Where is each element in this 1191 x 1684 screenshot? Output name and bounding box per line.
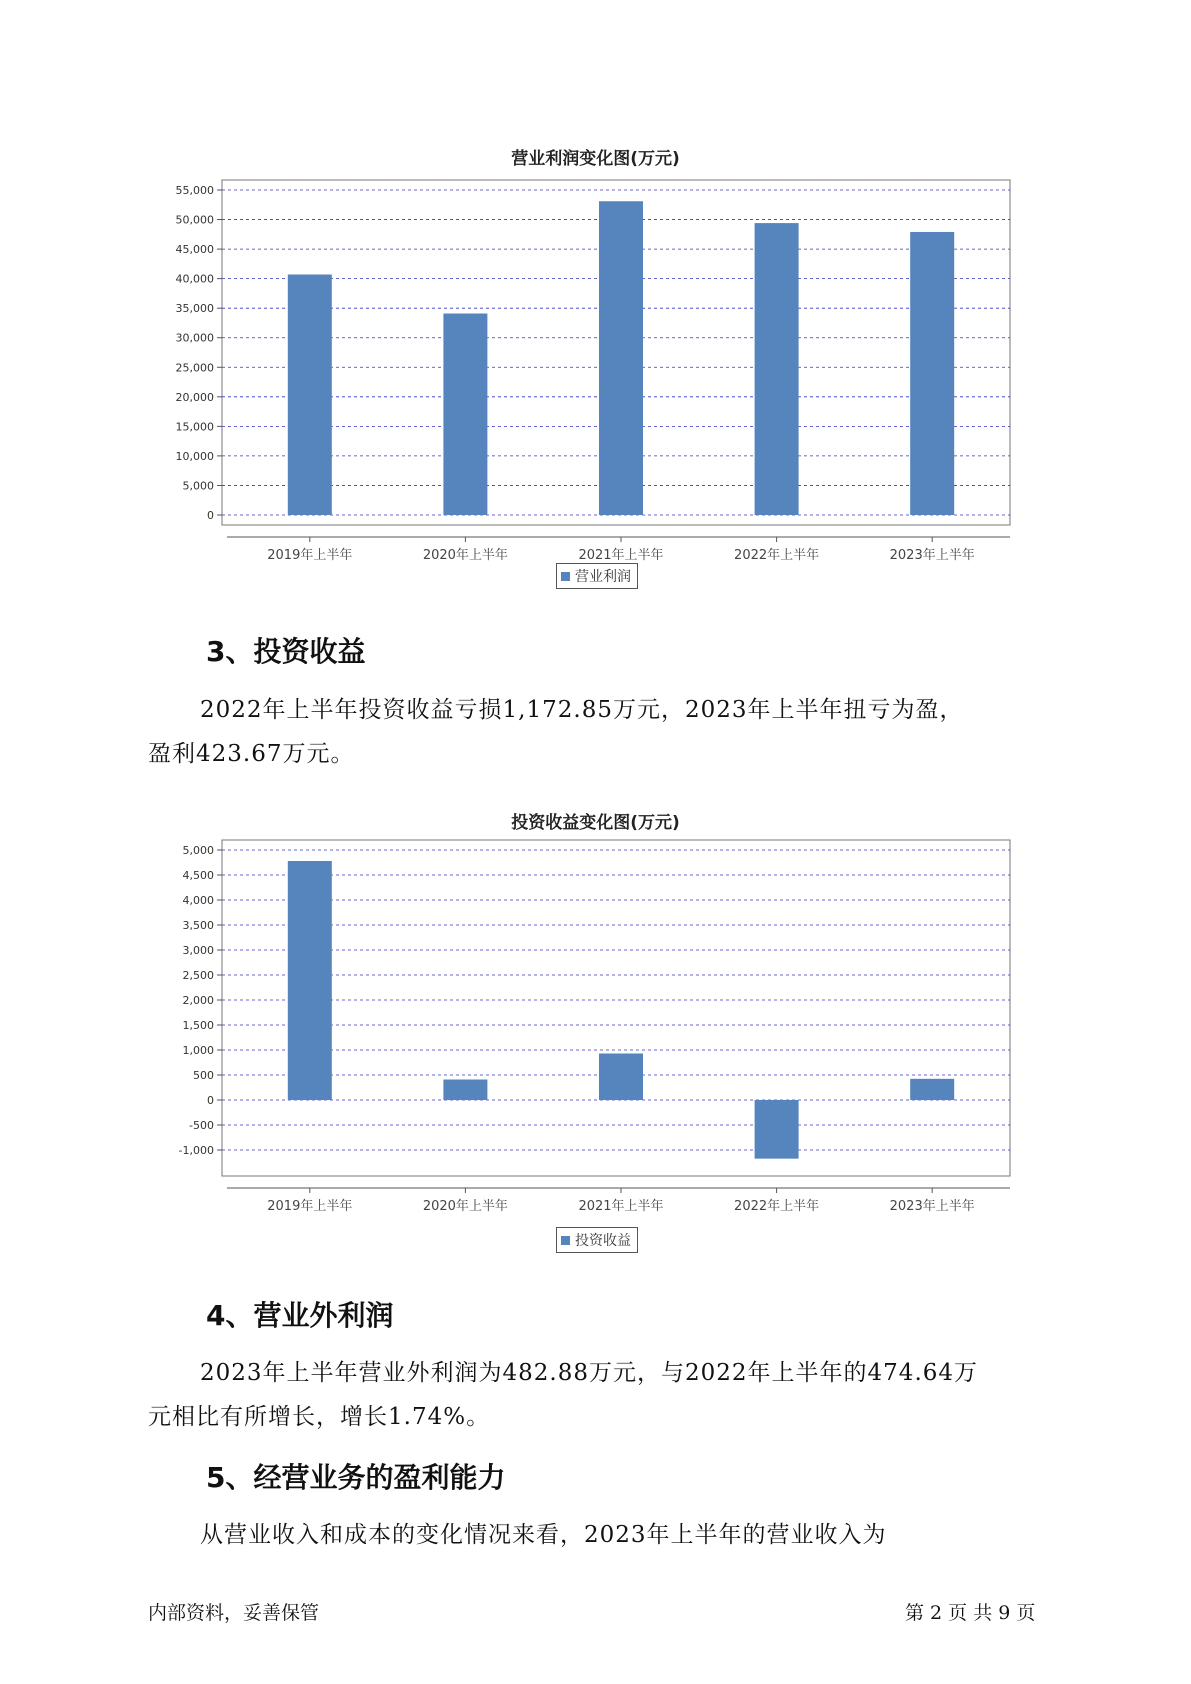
section5-heading: 5、经营业务的盈利能力 [206,1461,506,1494]
chart2-ytick-label: 2,500 [182,969,214,982]
chart1-ytick-label: 0 [207,509,214,522]
chart1-legend [556,563,638,589]
chart1-ytick-label: 20,000 [175,390,214,404]
chart2-bar [910,1079,954,1100]
chart1-xtick-label: 2022年上半年 [734,548,820,563]
section3-paragraph [148,688,1048,776]
footer-page-number: 第 2 页 共 9 页 [905,1602,1036,1624]
chart2-title: 投资收益变化图(万元) [511,813,680,833]
chart2-bar [443,1080,487,1101]
chart1-xtick-label: 2023年上半年 [889,548,975,563]
chart1-svg [0,180,1191,563]
chart1-bar [288,275,332,516]
chart2-ytick-label: 3,000 [182,944,214,957]
chart1-title: 营业利润变化图(万元) [511,149,680,169]
chart2-ytick-label: -500 [189,1119,214,1132]
chart2-xtick-label: 2023年上半年 [889,1199,975,1214]
chart2-xtick-label: 2020年上半年 [422,1199,508,1214]
chart2-ytick-label: 4,000 [182,894,214,907]
chart2-frame [222,840,1010,1176]
chart1-bar [443,314,487,516]
chart1-ytick-label: 45,000 [175,243,214,257]
section4-line1: 2023年上半年营业外利润为482.88万元，与2022年上半年的474.64万 [200,1360,979,1386]
chart1-bar [755,223,799,515]
section3-heading: 3、投资收益 [206,635,366,668]
chart2-xtick-label: 2022年上半年 [734,1199,820,1214]
chart1-xtick-label: 2021年上半年 [578,548,664,563]
chart2-ytick-label: 5,000 [182,844,214,857]
section4-paragraph [148,1351,1048,1439]
section5-paragraph [148,1513,1048,1557]
chart2-ytick-label: 1,500 [182,1019,214,1032]
chart2-legend-label: 投资收益 [575,1233,631,1249]
chart1-ytick-label: 40,000 [175,272,214,286]
chart1-ytick-label: 35,000 [175,302,214,316]
chart1-bar [910,232,954,515]
chart2-legend [556,1227,638,1253]
chart2-ytick-label: 500 [193,1069,214,1082]
section5-line1: 从营业收入和成本的变化情况来看，2023年上半年的营业收入为 [200,1522,887,1548]
chart1-ytick-label: 10,000 [175,449,214,463]
chart1-xtick-label: 2020年上半年 [422,548,508,563]
chart2-ytick-label: 1,000 [182,1044,214,1057]
chart2-xtick-label: 2021年上半年 [578,1199,664,1214]
section3-line1: 2022年上半年投资收益亏损1,172.85万元，2023年上半年扭亏为盈， [200,697,964,723]
chart1-ytick-label: 30,000 [175,331,214,345]
chart2-bar [755,1100,799,1159]
chart1-ytick-label: 50,000 [175,213,214,227]
chart1-legend-label: 营业利润 [575,569,631,585]
chart2-bar [288,861,332,1100]
chart1-ytick-label: 25,000 [175,361,214,375]
chart2-ytick-label: 2,000 [182,994,214,1007]
section4-line2: 元相比有所增长，增长1.74%。 [148,1404,491,1430]
chart2-container [0,840,1191,1214]
section4-heading: 4、营业外利润 [206,1299,394,1332]
legend-swatch-icon [561,1236,570,1245]
legend-swatch-icon [561,572,570,581]
chart2-bar [599,1054,643,1101]
chart1-container [0,180,1191,563]
footer-confidential-note: 内部资料，妥善保管 [148,1602,320,1624]
section3-line2: 盈利423.67万元。 [148,741,355,767]
chart1-ytick-label: 5,000 [182,479,214,493]
chart1-ytick-label: 15,000 [175,420,214,434]
chart2-ytick-label: 4,500 [182,869,214,882]
chart2-ytick-label: 0 [207,1094,214,1107]
chart1-xtick-label: 2019年上半年 [267,548,353,563]
chart2-ytick-label: 3,500 [182,919,214,932]
chart2-xtick-label: 2019年上半年 [267,1199,353,1214]
chart2-svg [0,840,1191,1214]
chart2-ytick-label: -1,000 [178,1144,214,1157]
chart1-ytick-label: 55,000 [175,184,214,197]
chart1-bar [599,201,643,515]
